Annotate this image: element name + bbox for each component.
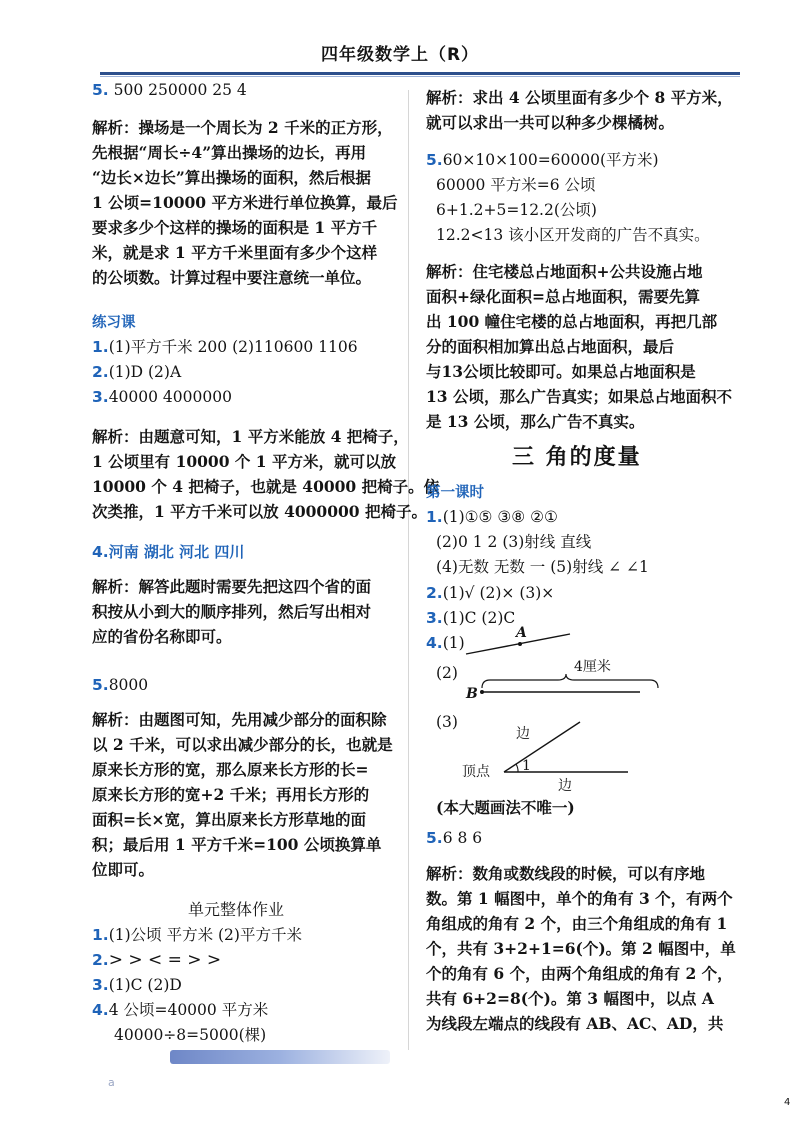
explanation-line: 原来长方形的宽，那么原来长方形的长=	[92, 760, 369, 779]
header-rule-thin	[100, 76, 740, 77]
question-number: 4.	[426, 634, 443, 652]
explanation-line: 次类推，1 平方千米可以放 4000000 把椅子。	[92, 502, 427, 521]
explanation-line: 就可以求出一共可以种多少棵橘树。	[426, 113, 675, 132]
section-label: 练习课	[92, 315, 136, 331]
point-a-dot	[518, 642, 522, 646]
answer-text: (1)D (2)A	[108, 363, 182, 381]
explanation-line: 出 100 幢住宅楼的总占地面积，再把几部	[426, 312, 718, 331]
explanation-label: 解析：	[426, 865, 473, 883]
explanation-line: 13 公顷，那么广告真实；如果总占地面积不	[426, 387, 732, 406]
lesson-q1-line-1	[426, 507, 558, 527]
question-number: 4.	[92, 1001, 109, 1019]
explanation-line: 数。第 1 幅图中，单个的角有 3 个，有两个	[426, 889, 733, 908]
lesson-q2	[426, 583, 554, 603]
explanation-label: 解析：	[92, 578, 139, 596]
lesson-title	[426, 482, 484, 503]
explanation-line: 1 公顷里有 10000 个 1 平方米，就可以放	[92, 452, 396, 471]
answer-text: (1)C (2)C	[442, 609, 516, 627]
sub-label-3: (3)	[436, 713, 458, 731]
question-number: 5.	[92, 676, 109, 694]
explanation-line: 共有 6+2=8(个)。第 3 幅图中，以点 A	[426, 989, 714, 1008]
angle-arc	[516, 764, 518, 772]
answer-text: 4 公顷=40000 平方米	[108, 1001, 269, 1019]
figure-ray-from-b	[454, 658, 644, 703]
answer-text: 500 250000 25 4	[113, 81, 247, 99]
question-number: 5.	[426, 829, 443, 847]
question-number: 2.	[92, 363, 109, 381]
answer-text: 8000	[108, 676, 149, 694]
explanation-text: 住宅楼总占地面积+公共设施占地	[472, 262, 703, 281]
answer-text: (1)√ (2)× (3)×	[442, 584, 555, 602]
explanation-line: 米，就是求 1 平方千米里面有多少个这样	[92, 243, 378, 262]
answer-line: 60000 平方米=6 公顷	[436, 176, 596, 194]
question-5-line-1	[426, 150, 659, 170]
footer-mark: a	[108, 1076, 115, 1089]
figure-line-through-a	[466, 625, 576, 658]
explanation-line	[426, 262, 703, 282]
answer-text: 6 8 6	[442, 829, 483, 847]
explanation-line: 先根据“周长÷4”算出操场的边长，再用	[92, 143, 367, 162]
point-b-dot	[480, 690, 484, 694]
explanation-line: 的公顷数。计算过程中要注意统一单位。	[92, 268, 372, 287]
answer-text: (1)C (2)D	[108, 976, 182, 994]
practice-title	[92, 312, 136, 333]
answer-text: (1)①⑤ ③⑧ ②①	[442, 508, 558, 526]
lesson-label: 第一课时	[426, 485, 484, 501]
corner-mark: 4	[784, 1097, 791, 1108]
answer-text: 河南 湖北 河北 四川	[108, 543, 245, 561]
unit-item-3	[92, 975, 182, 995]
question-5-answer	[92, 80, 247, 100]
answer-line: (2)0 1 2 (3)射线 直线	[436, 533, 592, 551]
practice-item-1	[92, 337, 358, 357]
explanation-line: 位即可。	[92, 860, 155, 879]
explanation-line: 积按从小到大的顺序排列，然后写出相对	[92, 602, 372, 621]
practice-item-3	[92, 387, 232, 407]
answer-text: (1)公顷 平方米 (2)平方千米	[108, 926, 302, 944]
answer-text: (1)平方千米 200 (2)110600 1106	[108, 338, 358, 356]
length-brace	[482, 674, 658, 688]
explanation-label: 解析：	[92, 119, 139, 137]
chapter-heading: 三 角的度量	[512, 445, 642, 470]
unit-item-2	[92, 950, 221, 970]
explanation-line: 面积=长×宽，算出原来长方形草地的面	[92, 810, 366, 829]
explanation-line	[92, 427, 409, 447]
lesson-q3	[426, 608, 515, 628]
figure-angle	[462, 720, 632, 794]
length-label: 4厘米	[574, 659, 611, 675]
side-label-upper: 边	[516, 726, 530, 742]
explanation-label: 解析：	[92, 711, 139, 729]
explanation-line: 10000 个 4 把椅子，也就是 40000 把椅子。依	[92, 477, 440, 496]
explanation-line	[92, 710, 387, 730]
question-number: 1.	[92, 338, 109, 356]
explanation-line: 1 公顷=10000 平方米进行单位换算，最后	[92, 193, 398, 212]
explanation-text: 解答此题时需要先把这四个省的面	[138, 577, 372, 596]
answer-line: 6+1.2+5=12.2(公顷)	[436, 201, 597, 219]
calc-line: 40000÷8=5000(棵)	[114, 1026, 267, 1044]
sub-label: (1)	[442, 634, 465, 652]
explanation-text: 由题图可知，先用减少部分的面积除	[138, 710, 387, 729]
header-rule	[100, 72, 740, 75]
explanation-line: 原来长方形的宽+2 千米；再用长方形的	[92, 785, 370, 804]
explanation-text: 求出 4 公顷里面有多少个 8 平方米，	[472, 88, 733, 107]
side-label-lower: 边	[558, 778, 572, 794]
explanation-line: 要求多少个这样的操场的面积是 1 平方千	[92, 218, 378, 237]
blurred-footer-bar	[170, 1050, 390, 1064]
practice-item-5	[92, 675, 148, 695]
explanation-line: 个，共有 3+2+1=6(个)。第 2 幅图中，单	[426, 939, 736, 958]
answer-text: > > < = > >	[108, 950, 222, 970]
question-number: 1.	[92, 926, 109, 944]
answer-line: 12.2<13 该小区开发商的广告不真实。	[436, 226, 710, 244]
question-number: 3.	[92, 388, 109, 406]
explanation-line: 个的角有 6 个，由两个角组成的角有 2 个，	[426, 964, 733, 983]
unit-title	[188, 900, 284, 920]
question-number: 5.	[426, 151, 443, 169]
question-number: 1.	[426, 508, 443, 526]
question-number: 3.	[92, 976, 109, 994]
explanation-line: 是 13 公顷，那么广告不真实。	[426, 412, 645, 431]
answer-text: 60×10×100=60000(平方米)	[442, 151, 659, 169]
unit-item-1	[92, 925, 302, 945]
explanation-line: 以 2 千米，可以求出减少部分的长，也就是	[92, 735, 393, 754]
answer-line: (4)无数 无数 一 (5)射线 ∠ ∠1	[436, 558, 649, 576]
explanation-text: 数角或数线段的时候，可以有序地	[472, 864, 706, 883]
angle-label: 1	[522, 758, 531, 774]
question-number: 3.	[426, 609, 443, 627]
explanation-label: 解析：	[426, 89, 473, 107]
point-b-label: B	[466, 686, 478, 702]
section-title	[512, 445, 642, 470]
vertex-label: 顶点	[462, 764, 490, 780]
figure-note: (本大题画法不唯一)	[436, 798, 575, 817]
explanation-line: 面积+绿化面积=总占地面积，需要先算	[426, 287, 700, 306]
column-divider	[408, 90, 409, 1050]
explanation-line: 为线段左端点的线段有 AB、AC、AD，共	[426, 1014, 724, 1033]
unit-item-4	[92, 1000, 268, 1020]
question-number: 5.	[92, 81, 109, 99]
explanation-line	[92, 577, 371, 597]
sub-label-2: (2)	[436, 664, 458, 682]
lesson-q5	[426, 828, 482, 848]
explanation-line: 积；最后用 1 平方千米=100 公顷换算单	[92, 835, 382, 854]
question-number: 2.	[426, 584, 443, 602]
point-a-label: A	[516, 625, 527, 641]
explanation-line: 与13公顷比较即可。如果总占地面积是	[426, 362, 696, 381]
explanation-line	[92, 118, 393, 138]
explanation-text: 由题意可知，1 平方米能放 4 把椅子，	[138, 427, 409, 446]
practice-item-4	[92, 542, 244, 562]
explanation-line: 角组成的角有 2 个，由三个角组成的角有 1	[426, 914, 728, 933]
explanation-text: 操场是一个周长为 2 千米的正方形，	[138, 118, 393, 137]
lesson-q4	[426, 633, 465, 653]
explanation-line	[426, 88, 733, 108]
section-title: 单元整体作业	[188, 900, 285, 919]
question-number: 2.	[92, 951, 109, 969]
explanation-line	[426, 864, 705, 884]
explanation-label: 解析：	[92, 428, 139, 446]
practice-item-2	[92, 362, 181, 382]
explanation-line: 应的省份名称即可。	[92, 627, 232, 646]
explanation-line: “边长×边长”算出操场的面积，然后根据	[92, 168, 371, 187]
answer-text: 40000 4000000	[108, 388, 232, 406]
explanation-line: 分的面积相加算出总占地面积，最后	[426, 337, 675, 356]
page-header: 四年级数学上（R）	[320, 45, 480, 65]
explanation-label: 解析：	[426, 263, 473, 281]
question-number: 4.	[92, 543, 109, 561]
